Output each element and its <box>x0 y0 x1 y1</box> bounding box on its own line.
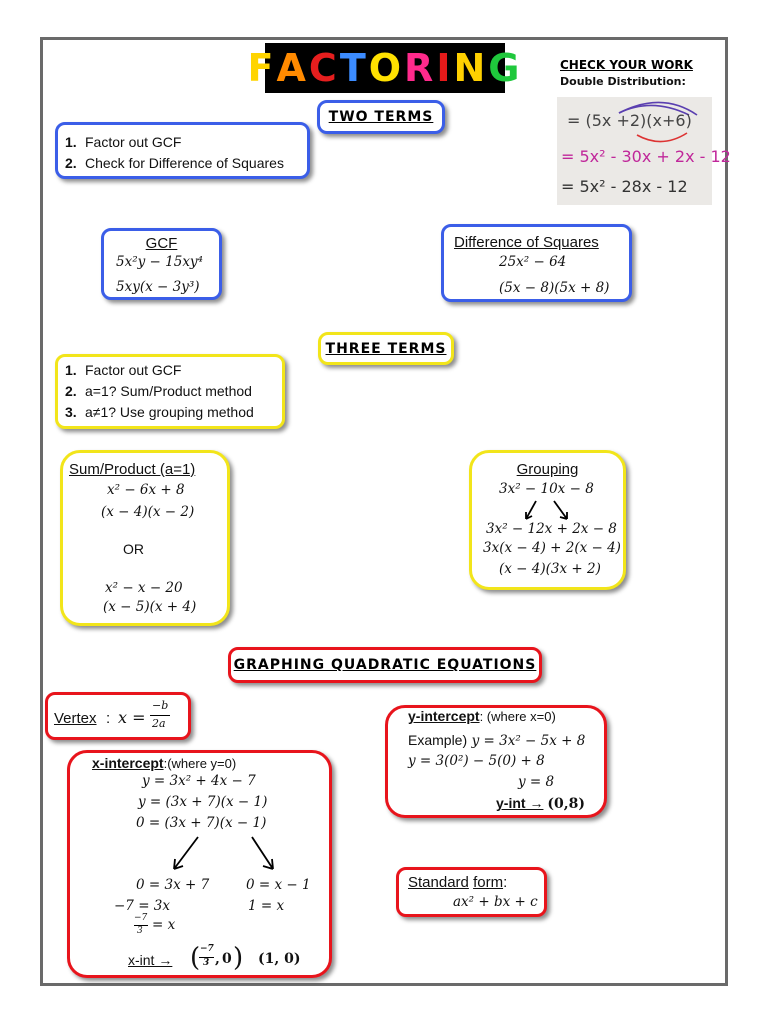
sum-product-line-1: x² − 6x + 8 <box>107 482 185 498</box>
grouping-title: Grouping <box>516 461 579 478</box>
sum-product-line-4: (x − 5)(x + 4) <box>103 599 197 615</box>
two-terms-step: 2. Check for Difference of Squares <box>65 155 284 171</box>
vertex-lhs: x = <box>118 708 146 727</box>
three-terms-heading-box <box>318 332 454 365</box>
vertex-fraction-bar <box>150 715 170 716</box>
x-intercept-right-2: 1 = x <box>248 898 285 914</box>
x-intercept-box: x-intercept:(where y=0) y = 3x² + 4x − 7 y = (3x + 7)(x − 1) 0 = (3x + 7)(x − 1) 0 = 3x + 7 −7 = 3x −7 3 = x 0 = x − 1 1 = x x-int → ( −7 3 , 0 ) (1, 0) <box>67 750 332 978</box>
standard-form-box: Standard form: ax² + bx + c <box>396 867 547 917</box>
difference-of-squares-box <box>441 224 632 302</box>
title-letter: G <box>488 46 523 90</box>
gcf-line-1: 5x²y − 15xy⁴ <box>116 254 203 270</box>
gcf-example-box <box>101 228 222 300</box>
title-letter: F <box>247 46 277 90</box>
check-your-work-heading: CHECK YOUR WORK <box>560 58 693 72</box>
three-terms-step: 3. a≠1? Use grouping method <box>65 404 254 420</box>
dos-title: Difference of Squares <box>454 234 599 251</box>
factoring-title <box>247 43 523 93</box>
x-intercept-line-3: 0 = (3x + 7)(x − 1) <box>136 815 267 831</box>
grouping-line-3: 3x(x − 4) + 2(x − 4) <box>483 540 621 556</box>
grouping-line-1: 3x² − 10x − 8 <box>499 481 594 497</box>
y-intercept-example: y = 3x² − 5x + 8 <box>471 733 586 749</box>
title-letter: T <box>339 46 369 90</box>
dos-line-2: (5x − 8)(5x + 8) <box>499 280 610 296</box>
x-intercept-left-2: −7 = 3x <box>114 898 170 914</box>
x-intercept-left-1: 0 = 3x + 7 <box>136 877 210 893</box>
left-3-rest: = x <box>152 917 176 933</box>
three-terms-step: 1. Factor out GCF <box>65 362 182 378</box>
graphing-heading-box <box>228 647 542 683</box>
two-terms-heading: TWO TERMS <box>328 109 434 125</box>
y-intercept-label: y-intercept <box>408 708 480 724</box>
two-terms-step: 1. Factor out GCF <box>65 134 182 150</box>
x-intercept-label: x-intercept <box>92 755 164 771</box>
left-3-denominator: 3 <box>137 926 143 936</box>
grouping-box <box>469 450 626 590</box>
y-int-result-label: y-int → <box>496 795 544 811</box>
left-3-numerator: −7 <box>134 913 148 923</box>
vertex-numerator: −b <box>152 699 169 712</box>
x-intercept-split-arrows-icon <box>160 835 290 875</box>
y-intercept-box <box>385 705 607 818</box>
gcf-line-2: 5xy(x − 3y³) <box>116 279 200 295</box>
gcf-title: GCF <box>145 235 178 252</box>
title-letter: C <box>308 46 340 90</box>
check-line-1: = (5x +2)(x+6) <box>567 111 692 130</box>
x-intercept-line-1: y = 3x² + 4x − 7 <box>142 773 256 789</box>
y-intercept-line-3: y = 8 <box>518 774 555 790</box>
or-label: OR <box>123 541 144 557</box>
grouping-line-2: 3x² − 12x + 2x − 8 <box>486 521 617 537</box>
x-int-result-label: x-int → <box>128 952 173 968</box>
x-intercept-line-2: y = (3x + 7)(x − 1) <box>138 794 268 810</box>
example-label: Example) <box>408 732 468 748</box>
two-terms-steps-box <box>55 122 310 179</box>
title-letter: R <box>404 46 437 90</box>
y-intercept-note: : (where x=0) <box>479 709 556 724</box>
x-intercept-note: :(where y=0) <box>163 756 237 771</box>
title-letter: A <box>276 46 309 90</box>
vertex-box: Vertex : x = −b 2a <box>45 692 191 740</box>
sum-product-line-2: (x − 4)(x − 2) <box>101 504 195 520</box>
check-line-2: = 5x² - 30x + 2x - 12 <box>561 147 731 166</box>
x-intercept-right-1: 0 = x − 1 <box>246 877 311 893</box>
y-intercept-line-2: y = 3(0²) − 5(0) + 8 <box>408 753 545 769</box>
two-terms-heading-box <box>317 100 445 134</box>
form-label: form <box>473 874 504 891</box>
check-line-3: = 5x² - 28x - 12 <box>561 177 688 196</box>
title-letter: I <box>436 46 454 90</box>
handwritten-check-image <box>557 97 731 205</box>
standard-label: Standard <box>408 874 469 891</box>
x-int-result-2: (1, 0) <box>258 951 301 967</box>
title-letter: N <box>453 46 489 90</box>
vertex-denominator: 2a <box>152 717 166 730</box>
three-terms-steps-box <box>55 354 285 429</box>
graphing-heading: GRAPHING QUADRATIC EQUATIONS <box>233 657 537 673</box>
title-letter: O <box>368 46 405 90</box>
double-distribution-label: Double Distribution: <box>560 75 686 88</box>
grouping-line-4: (x − 4)(3x + 2) <box>499 561 601 577</box>
three-terms-step: 2. a=1? Sum/Product method <box>65 383 252 399</box>
grouping-split-arrows-icon <box>512 499 592 523</box>
vertex-label: Vertex <box>54 710 97 727</box>
y-int-result: (0,8) <box>547 796 585 812</box>
sum-product-title: Sum/Product (a=1) <box>69 461 196 478</box>
sum-product-line-3: x² − x − 20 <box>105 580 183 596</box>
sum-product-box <box>60 450 230 626</box>
three-terms-heading: THREE TERMS <box>325 340 447 357</box>
dos-line-1: 25x² − 64 <box>499 254 567 270</box>
standard-form-equation: ax² + bx + c <box>453 894 538 910</box>
